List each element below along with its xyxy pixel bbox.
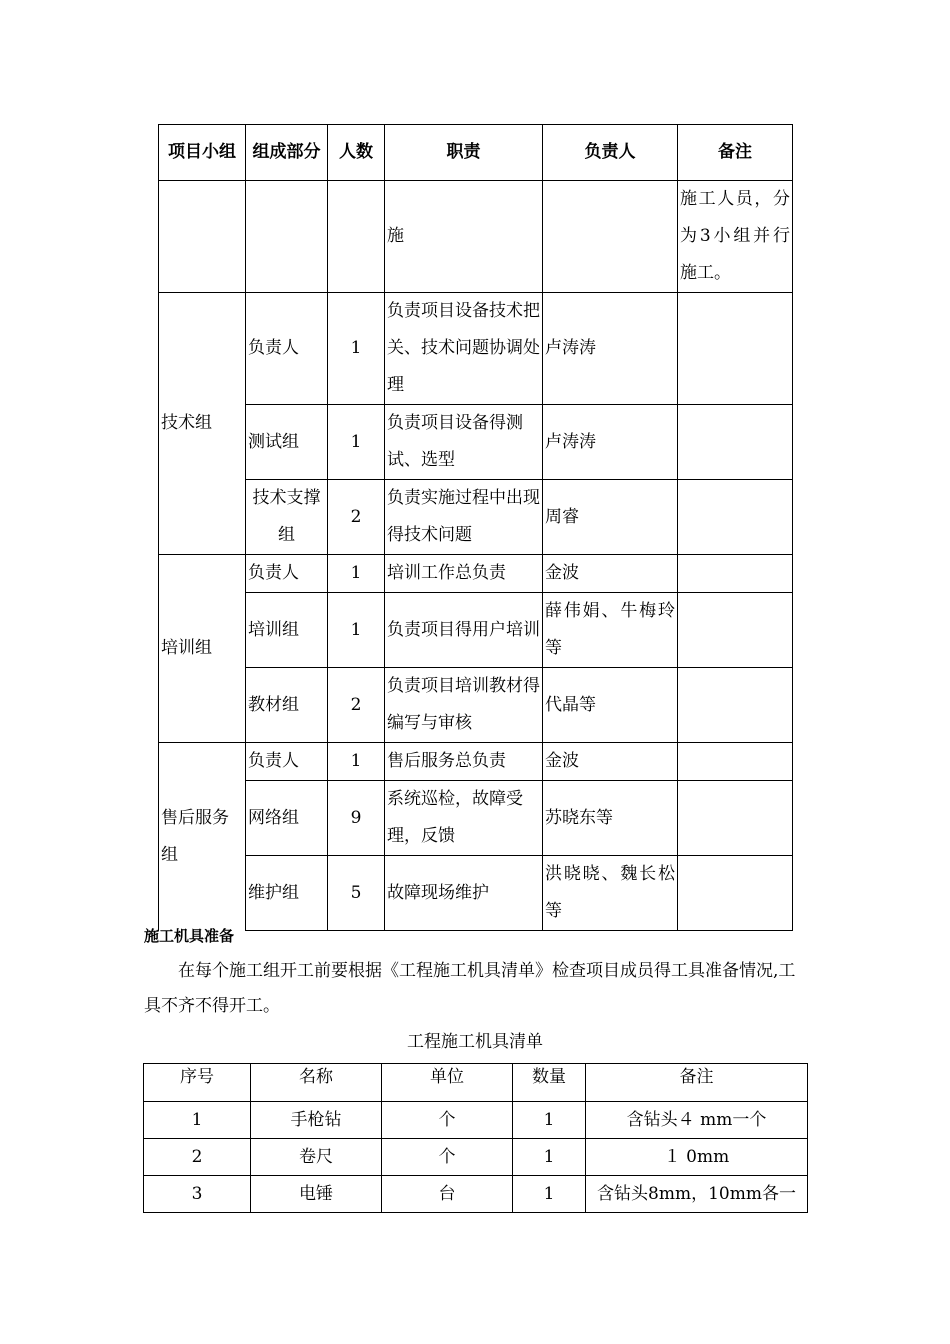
cell-part [246,181,328,293]
tools-table-header-row [144,1064,808,1102]
cell-count: 5 [328,856,385,931]
cell-note [678,293,793,405]
cell-count: 1 [328,293,385,405]
col-header-note: 备注 [678,125,793,181]
cell-duty: 负责项目培训教材得编写与审核 [385,668,543,743]
cell-group: 售后服务组 [159,743,246,931]
cell-lead: 薛伟娟、牛梅玲等 [543,593,678,668]
cell-count: 2 [328,668,385,743]
table-row [159,293,793,405]
table-row [159,480,793,555]
cell-unit: 台 [382,1176,513,1213]
cell-duty: 培训工作总负责 [385,555,543,593]
cell-lead: 洪晓晓、魏长松等 [543,856,678,931]
table-row [144,1139,808,1176]
cell-lead: 金波 [543,743,678,781]
col-header-part: 组成部分 [246,125,328,181]
table-row [144,1176,808,1213]
cell-note [678,743,793,781]
cell-name: 卷尺 [251,1139,382,1176]
cell-part: 技术支撑组 [246,480,328,555]
cell-duty: 负责项目设备得测试、选型 [385,405,543,480]
cell-duty: 施 [385,181,543,293]
cell-group [159,181,246,293]
cell-remark: 含钻头４ mm一个 [586,1102,808,1139]
col-header-name: 名称 [251,1064,382,1102]
cell-remark: 含钻头8mm，10mm各一 [586,1176,808,1213]
cell-note [678,668,793,743]
cell-lead: 代晶等 [543,668,678,743]
cell-part: 网络组 [246,781,328,856]
cell-part: 负责人 [246,743,328,781]
col-header-remark: 备注 [586,1064,808,1102]
cell-note: 施工人员，分为3小组并行施工。 [678,181,793,293]
cell-note [678,555,793,593]
cell-note [678,480,793,555]
cell-lead: 周睿 [543,480,678,555]
table-row [159,181,793,293]
cell-name: 电锤 [251,1176,382,1213]
cell-duty: 负责实施过程中出现得技术问题 [385,480,543,555]
cell-duty: 负责项目设备技术把关、技术问题协调处理 [385,293,543,405]
table-row [144,1102,808,1139]
cell-duty: 售后服务总负责 [385,743,543,781]
cell-note [678,405,793,480]
cell-note [678,856,793,931]
cell-quantity: 1 [513,1102,586,1139]
cell-name: 手枪钻 [251,1102,382,1139]
table-row [159,743,793,781]
cell-count: 9 [328,781,385,856]
cell-part: 负责人 [246,293,328,405]
cell-duty: 系统巡检，故障受理，反馈 [385,781,543,856]
cell-duty: 负责项目得用户培训 [385,593,543,668]
tools-table [143,1063,808,1213]
cell-duty: 故障现场维护 [385,856,543,931]
cell-note [678,593,793,668]
cell-lead [543,181,678,293]
cell-part: 测试组 [246,405,328,480]
col-header-unit: 单位 [382,1064,513,1102]
cell-count: 1 [328,555,385,593]
tools-table-caption: 工程施工机具清单 [407,1032,543,1052]
cell-part: 负责人 [246,555,328,593]
cell-index: 2 [144,1139,251,1176]
cell-part: 维护组 [246,856,328,931]
cell-count: 1 [328,743,385,781]
cell-count: 1 [328,593,385,668]
cell-lead: 金波 [543,555,678,593]
cell-part: 教材组 [246,668,328,743]
col-header-count: 人数 [328,125,385,181]
section-paragraph: 在每个施工组开工前要根据《工程施工机具清单》检查项目成员得工具准备情况,工具不齐不得开工。 [144,961,796,1016]
cell-unit: 个 [382,1102,513,1139]
section-title: 施工机具准备 [144,927,235,945]
cell-part: 培训组 [246,593,328,668]
cell-index: 1 [144,1102,251,1139]
col-header-duty: 职责 [385,125,543,181]
cell-group: 培训组 [159,555,246,743]
cell-note [678,781,793,856]
table-row [159,856,793,931]
cell-lead: 苏晓东等 [543,781,678,856]
table-row [159,405,793,480]
table-row [159,781,793,856]
cell-lead: 卢涛涛 [543,405,678,480]
cell-quantity: 1 [513,1139,586,1176]
col-header-index: 序号 [144,1064,251,1102]
team-table-header-row [159,125,793,181]
cell-quantity: 1 [513,1176,586,1213]
table-row [159,555,793,593]
cell-count [328,181,385,293]
cell-count: 1 [328,405,385,480]
team-table [158,124,793,931]
col-header-group: 项目小组 [159,125,246,181]
cell-lead: 卢涛涛 [543,293,678,405]
cell-group: 技术组 [159,293,246,555]
col-header-lead: 负责人 [543,125,678,181]
cell-count: 2 [328,480,385,555]
cell-index: 3 [144,1176,251,1213]
table-row [159,668,793,743]
col-header-quantity: 数量 [513,1064,586,1102]
cell-unit: 个 [382,1139,513,1176]
cell-remark: １ 0mm [586,1139,808,1176]
table-row [159,593,793,668]
